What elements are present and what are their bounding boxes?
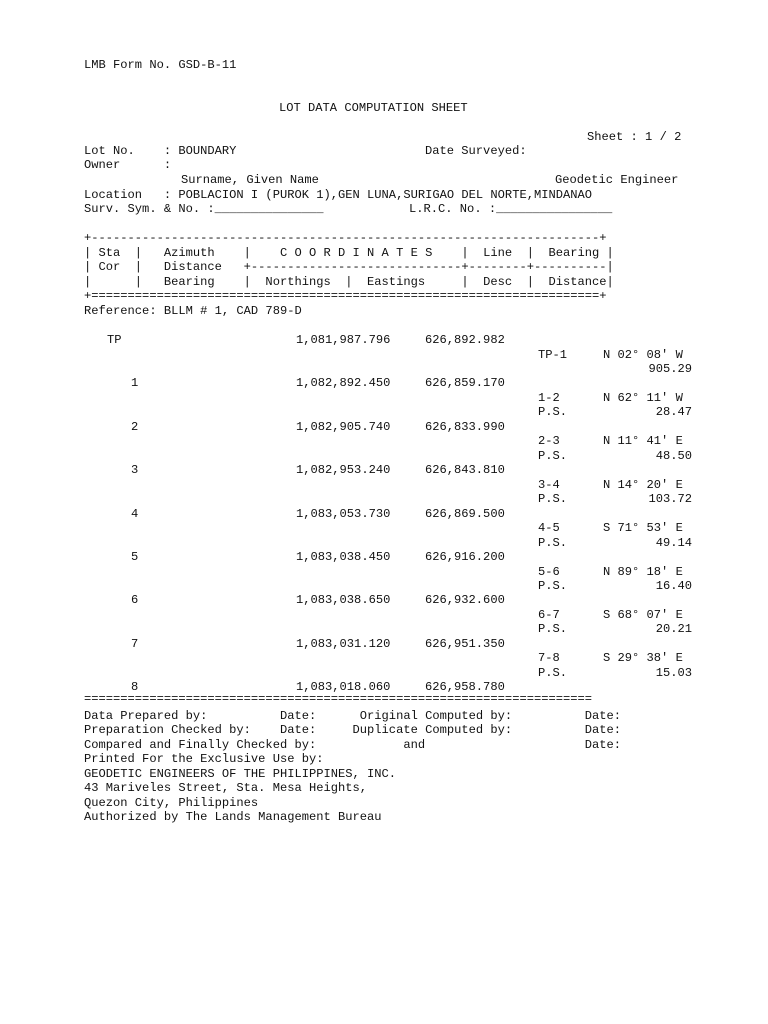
- northing-value: 1,083,018.060: [296, 680, 391, 695]
- table-header-line: | | Bearing | Northings | Eastings | Desc | Distance|: [84, 275, 614, 289]
- easting-value: 626,951.350: [425, 636, 505, 651]
- line-desc: P.S.: [538, 492, 568, 507]
- easting-value: 626,843.810: [425, 463, 505, 478]
- table-header-line: | Cor | Distance +-----------------------------+--------+----------|: [84, 260, 614, 274]
- line-label: 2-3: [538, 434, 560, 449]
- distance-value: 905.29: [648, 362, 692, 376]
- distance-value: 28.47: [655, 405, 692, 420]
- geodetic-engineer-label: Geodetic Engineer: [555, 173, 679, 187]
- station-label: 1: [131, 376, 139, 391]
- line-desc: P.S.: [538, 448, 568, 463]
- station-label: 2: [131, 419, 139, 434]
- station-label: 8: [131, 680, 139, 695]
- footer-line: GEODETIC ENGINEERS OF THE PHILIPPINES, INC.: [84, 767, 397, 781]
- northing-value: 1,083,053.730: [296, 506, 391, 521]
- owner: Owner :: [84, 158, 172, 172]
- easting-value: 626,859.170: [425, 376, 505, 391]
- footer-line: Preparation Checked by: Date: Duplicate Computed by: Date:: [84, 723, 622, 737]
- reference: Reference: BLLM # 1, CAD 789-D: [84, 304, 302, 318]
- line-label: 4-5: [538, 521, 560, 536]
- northing-value: 1,083,038.650: [296, 593, 391, 608]
- table-header-line: | Sta | Azimuth | C O O R D I N A T E S | Line | Bearing |: [84, 246, 614, 260]
- distance-value: 48.50: [655, 448, 692, 463]
- line-desc: P.S.: [538, 622, 568, 637]
- line-desc: P.S.: [538, 579, 568, 593]
- form-number: LMB Form No. GSD-B-11: [84, 58, 237, 72]
- northing-value: 1,082,953.240: [296, 463, 391, 478]
- station-label: 5: [131, 550, 139, 564]
- station-label: 7: [131, 636, 139, 651]
- footer-line: Authorized by The Lands Management Bureau: [84, 810, 382, 824]
- northing-value: 1,081,987.796: [296, 333, 391, 347]
- bearing-value: N 62° 11' W: [603, 390, 683, 405]
- line-label: TP-1: [538, 347, 568, 362]
- distance-value: 103.72: [648, 492, 692, 507]
- station-label: TP: [107, 333, 122, 347]
- station-label: 6: [131, 593, 139, 608]
- easting-value: 626,833.990: [425, 419, 505, 434]
- line-label: 6-7: [538, 607, 560, 622]
- easting-value: 626,958.780: [425, 680, 505, 695]
- table-header-line: +----------------------------------------------------------------------+: [84, 231, 607, 245]
- surname-label: Surname, Given Name: [181, 173, 319, 187]
- footer-line: 43 Mariveles Street, Sta. Mesa Heights,: [84, 781, 368, 795]
- bearing-value: N 14° 20' E: [603, 477, 683, 492]
- bearing-value: S 68° 07' E: [603, 607, 683, 622]
- distance-value: 16.40: [655, 579, 692, 593]
- lrc-no: L.R.C. No. :________________: [409, 202, 613, 216]
- northing-value: 1,083,038.450: [296, 550, 391, 564]
- surv-sym: Surv. Sym. & No. :_______________: [84, 202, 324, 216]
- distance-value: 15.03: [655, 665, 692, 680]
- bearing-value: S 71° 53' E: [603, 521, 683, 536]
- bearing-value: N 11° 41' E: [603, 434, 683, 449]
- line-desc: P.S.: [538, 665, 568, 680]
- easting-value: 626,892.982: [425, 333, 505, 347]
- bearing-value: S 29° 38' E: [603, 651, 683, 666]
- line-label: 7-8: [538, 651, 560, 666]
- bottom-rule: ======================================================================: [84, 692, 593, 706]
- footer-line: Data Prepared by: Date: Original Computed by: Date:: [84, 709, 622, 723]
- location: Location : POBLACION I (PUROK 1),GEN LUNA,SURIGAO DEL NORTE,MINDANAO: [84, 188, 593, 202]
- footer-line: Quezon City, Philippines: [84, 796, 259, 810]
- line-desc: P.S.: [538, 405, 568, 420]
- northing-value: 1,082,892.450: [296, 376, 391, 391]
- table-header-line: +======================================================================+: [84, 289, 607, 303]
- sheet-title: LOT DATA COMPUTATION SHEET: [279, 101, 468, 115]
- distance-value: 20.21: [655, 622, 692, 637]
- bearing-value: N 89° 18' E: [603, 564, 683, 579]
- station-label: 4: [131, 506, 139, 521]
- lot-no: Lot No. : BOUNDARY: [84, 144, 237, 158]
- station-label: 3: [131, 463, 139, 478]
- footer-line: Compared and Finally Checked by: and Date:: [84, 738, 622, 752]
- easting-value: 626,916.200: [425, 550, 505, 564]
- line-label: 3-4: [538, 477, 560, 492]
- line-label: 1-2: [538, 390, 560, 405]
- northing-value: 1,082,905.740: [296, 419, 391, 434]
- northing-value: 1,083,031.120: [296, 636, 391, 651]
- bearing-value: N 02° 08' W: [603, 347, 683, 362]
- date-surveyed: Date Surveyed:: [425, 144, 527, 158]
- line-desc: P.S.: [538, 535, 568, 550]
- footer-line: Printed For the Exclusive Use by:: [84, 752, 324, 766]
- sheet-number: Sheet : 1 / 2: [587, 130, 682, 144]
- easting-value: 626,869.500: [425, 506, 505, 521]
- line-label: 5-6: [538, 564, 560, 579]
- easting-value: 626,932.600: [425, 593, 505, 608]
- distance-value: 49.14: [655, 535, 692, 550]
